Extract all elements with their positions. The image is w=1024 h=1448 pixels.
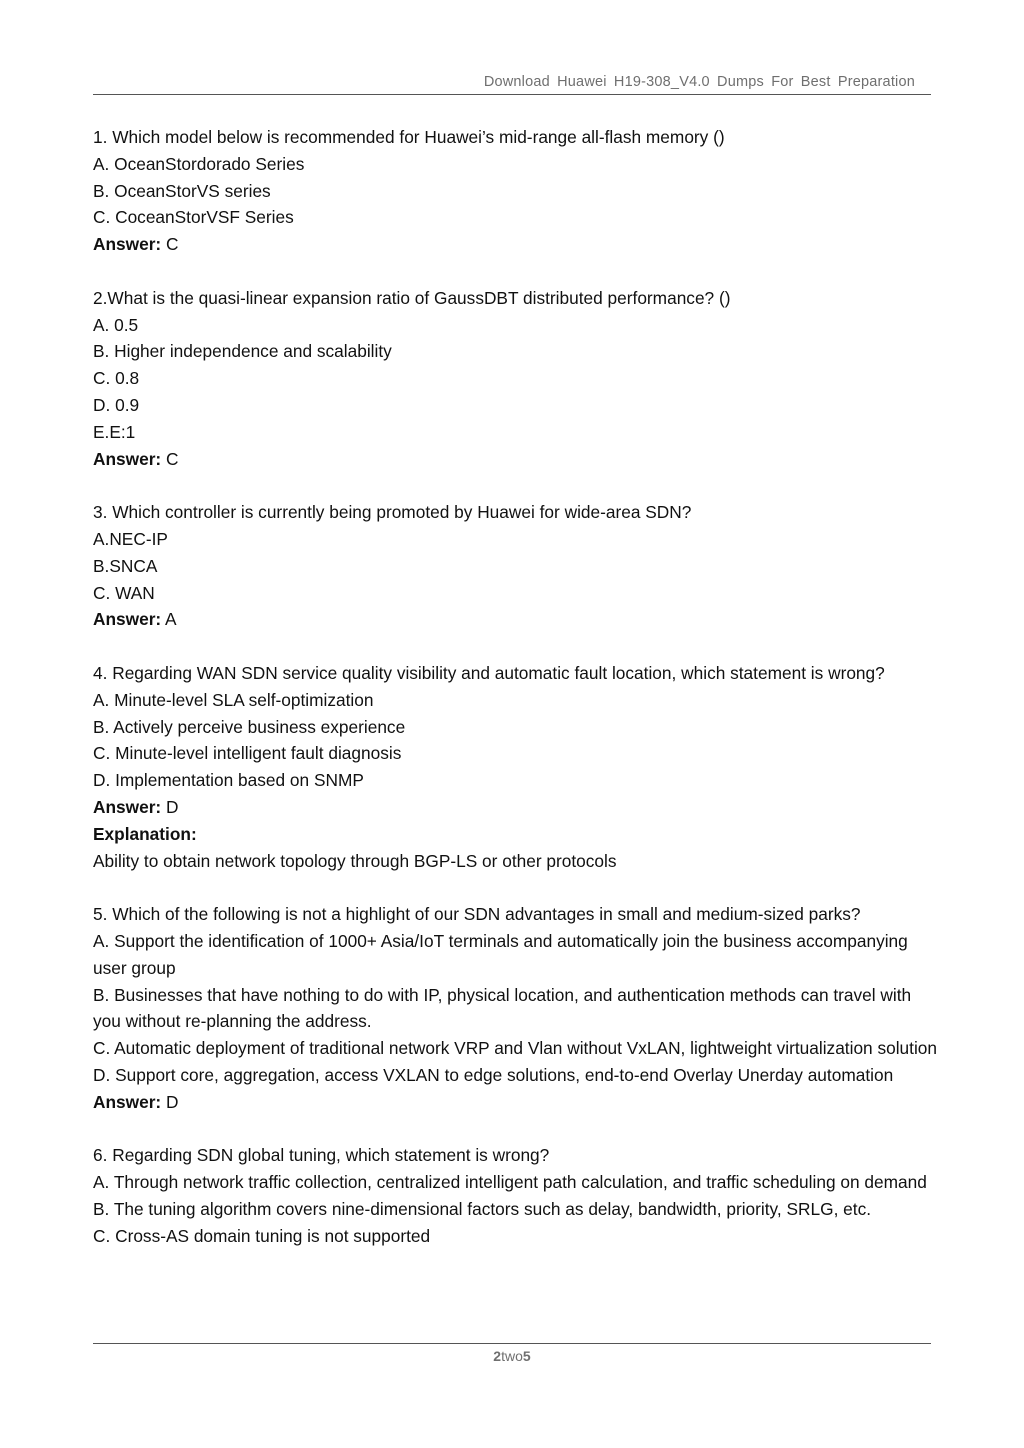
option-text: B.SNCA bbox=[93, 555, 158, 576]
answer-line bbox=[93, 794, 938, 821]
header-text: Download Huawei H19-308_V4.0 Dumps For Best Preparation bbox=[483, 74, 915, 90]
option-text: D. Support core, aggregation, access VXLAN to edge solutions, end-to-end Overlay Unerday automation bbox=[93, 1064, 894, 1085]
explanation-text: Ability to obtain network topology through BGP-LS or other protocols bbox=[93, 850, 617, 871]
option-text: A.NEC-IP bbox=[93, 528, 168, 549]
answer-label: Answer: bbox=[93, 796, 162, 817]
page-separator: two bbox=[501, 1348, 523, 1364]
option-text: B. Higher independence and scalability bbox=[93, 341, 392, 362]
option-text: B. Businesses that have nothing to do with IP, physical location, and authentication methods can travel with you without re-planning the address. bbox=[93, 984, 912, 1032]
question-text: 5. Which of the following is not a highlight of our SDN advantages in small and medium-sized parks? bbox=[93, 904, 861, 925]
question-block bbox=[93, 499, 938, 633]
question-block bbox=[93, 1142, 938, 1249]
question-text: 1. Which model below is recommended for Huawei’s mid-range all-flash memory () bbox=[93, 127, 725, 147]
option-text: D. 0.9 bbox=[93, 394, 140, 415]
answer-label: Answer: bbox=[93, 234, 162, 255]
answer-value: C bbox=[161, 234, 179, 255]
answer-value: C bbox=[161, 448, 179, 469]
question-block bbox=[93, 901, 938, 1115]
question-block bbox=[93, 660, 938, 874]
page-total: 5 bbox=[522, 1348, 531, 1364]
option-text: D. Implementation based on SNMP bbox=[93, 770, 364, 791]
answer-label: Answer: bbox=[93, 1091, 162, 1112]
option-text: A. Support the identification of 1000+ Asia/IoT terminals and automatically join the business accompanying user group bbox=[93, 930, 908, 978]
answer-value: D bbox=[161, 1091, 179, 1112]
option-text: A. Minute-level SLA self-optimization bbox=[93, 689, 374, 710]
explanation-label: Explanation: bbox=[93, 823, 197, 844]
option-text: E.E:1 bbox=[93, 421, 136, 442]
option-text: A. Through network traffic collection, centralized intelligent path calculation, and traffic scheduling on demand bbox=[93, 1172, 927, 1193]
option-text: C. WAN bbox=[93, 582, 155, 603]
page-footer bbox=[93, 1343, 931, 1364]
option-text: C. 0.8 bbox=[93, 368, 140, 389]
option-text: C. Minute-level intelligent fault diagnosis bbox=[93, 743, 402, 764]
option-text: A. 0.5 bbox=[93, 314, 139, 335]
question-block bbox=[93, 124, 938, 258]
option-text: B. Actively perceive business experience bbox=[93, 716, 406, 737]
question-text: 6. Regarding SDN global tuning, which statement is wrong? bbox=[93, 1145, 550, 1166]
document-body bbox=[93, 124, 938, 1276]
option-text: C. Cross-AS domain tuning is not supported bbox=[93, 1225, 431, 1246]
answer-value: A bbox=[161, 609, 177, 630]
question-text: 4. Regarding WAN SDN service quality visibility and automatic fault location, which statement is wrong? bbox=[93, 662, 885, 683]
option-text: A. OceanStordorado Series bbox=[93, 153, 305, 174]
answer-line bbox=[93, 606, 938, 633]
answer-value: D bbox=[161, 796, 179, 817]
page-header bbox=[93, 72, 931, 95]
question-text: 2.What is the quasi-linear expansion ratio of GaussDBT distributed performance? () bbox=[93, 287, 731, 308]
answer-line bbox=[93, 446, 938, 473]
question-block bbox=[93, 285, 938, 473]
answer-line bbox=[93, 231, 938, 258]
option-text: B. OceanStorVS series bbox=[93, 180, 271, 201]
option-text: C. Automatic deployment of traditional network VRP and Vlan without VxLAN, lightweight virtualization solution bbox=[93, 1038, 938, 1059]
answer-label: Answer: bbox=[93, 448, 162, 469]
question-text: 3. Which controller is currently being promoted by Huawei for wide-area SDN? bbox=[93, 502, 692, 523]
answer-line bbox=[93, 1089, 938, 1116]
page-current: 2 bbox=[493, 1348, 502, 1364]
page-number bbox=[93, 1348, 931, 1364]
option-text: B. The tuning algorithm covers nine-dimensional factors such as delay, bandwidth, priority, SRLG, etc. bbox=[93, 1198, 872, 1219]
option-text: C. CoceanStorVSF Series bbox=[93, 207, 294, 228]
answer-label: Answer: bbox=[93, 609, 162, 630]
